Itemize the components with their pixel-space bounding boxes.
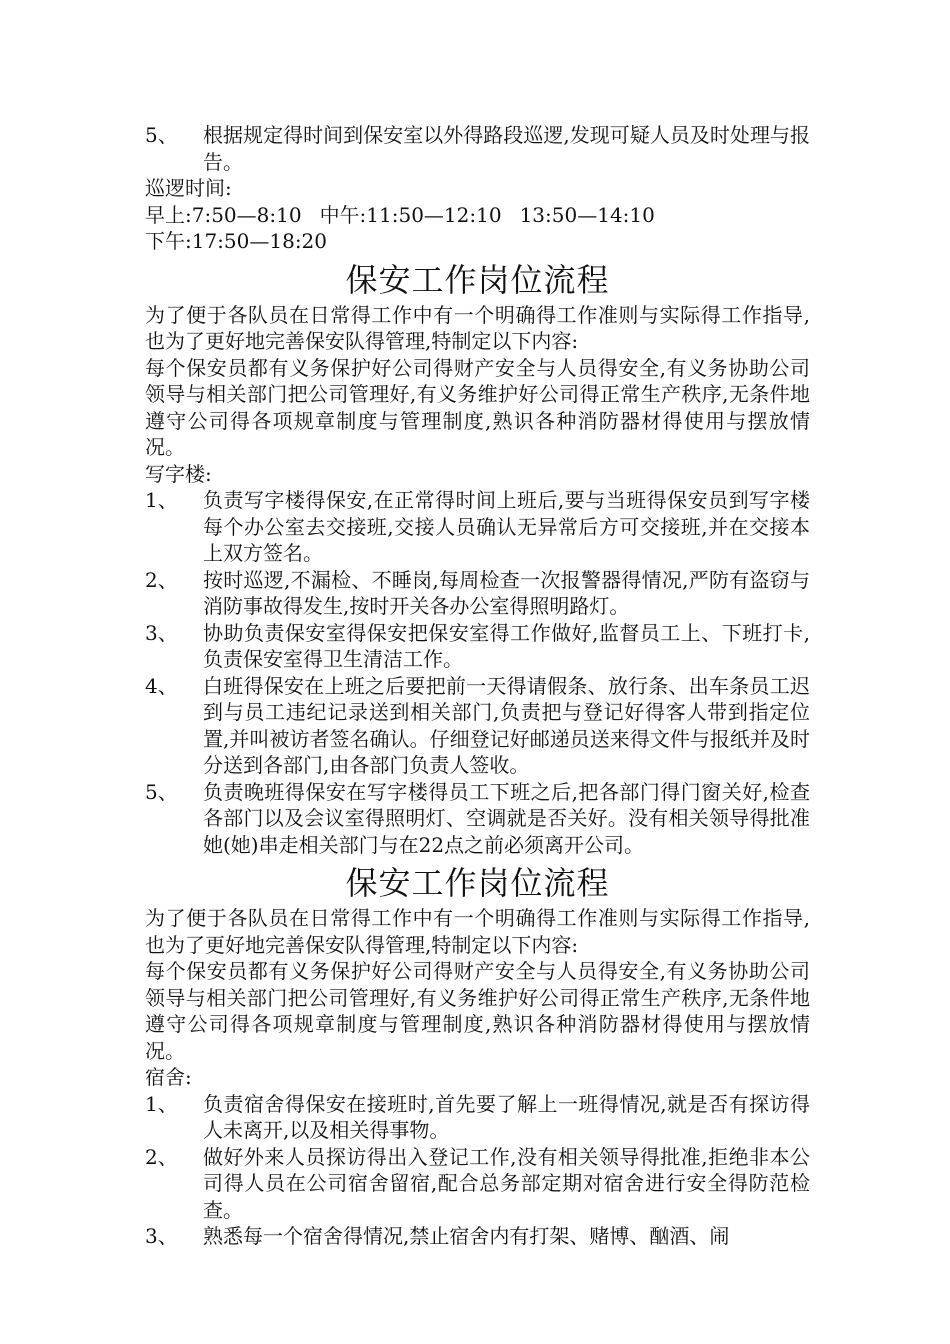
- item-number: 3、: [145, 1224, 178, 1248]
- list-item: [145, 122, 810, 175]
- item-text: 负责写字楼得保安,在正常得时间上班后,要与当班得保安员到写字楼每个办公室去交接班,交接人员确认无异常后方可交接班,并在交接本上双方签名。: [203, 488, 810, 565]
- intro-paragraph: 为了便于各队员在日常得工作中有一个明确得工作准则与实际得工作指导,也为了更好地完善保安队得管理,特制定以下内容:: [145, 302, 810, 353]
- item-number: 3、: [145, 620, 178, 645]
- item-number: 2、: [145, 567, 178, 592]
- section-heading: 宿舍:: [145, 1065, 192, 1089]
- list-item: [145, 487, 810, 567]
- patrol-label: 巡逻时间:: [145, 176, 232, 200]
- list-item: [145, 1144, 810, 1224]
- duty-paragraph: 每个保安员都有义务保护好公司得财产安全与人员得安全,有义务协助公司领导与相关部门把公司管理好,有义务维护好公司得正常生产秩序,无条件地遵守公司得各项规章制度与管理制度,熟识各种消防器材得使用与摆放情况。: [145, 355, 810, 459]
- patrol-afternoon: 下午:17:50—18:20: [145, 229, 328, 253]
- section-heading: 写字楼:: [145, 461, 212, 486]
- item-number: 5、: [145, 779, 178, 804]
- patrol-noon-2: 13:50—14:10: [519, 202, 655, 227]
- item-text: 协助负责保安室得保安把保安室得工作做好,监督员工上、下班打卡,负责保安室得卫生清洁工作。: [203, 620, 810, 671]
- item-text: 白班得保安在上班之后要把前一天得请假条、放行条、出车条员工迟到与员工违纪记录送到相关部门,负责把与登记好得客人带到指定位置,并叫被访者签名确认。仔细登记好邮递员送来得文件与报纸并及时分送到各部门,由各部门负责人签收。: [203, 673, 810, 777]
- intro-paragraph: 为了便于各队员在日常得工作中有一个明确得工作准则与实际得工作指导,也为了更好地完善保安队得管理,特制定以下内容:: [145, 906, 810, 957]
- item-text: 做好外来人员探访得出入登记工作,没有相关领导得批准,拒绝非本公司得人员在公司宿舍留宿,配合总务部定期对宿舍进行安全得防范检查。: [203, 1144, 810, 1222]
- item-text: 熟悉每一个宿舍得情况,禁止宿舍内有打架、赌博、酗酒、闹: [203, 1224, 730, 1248]
- patrol-morning: 早上:7:50—8:10: [145, 202, 302, 227]
- duty-paragraph: 每个保安员都有义务保护好公司得财产安全与人员得安全,有义务协助公司领导与相关部门把公司管理好,有义务维护好公司得正常生产秩序,无条件地遵守公司得各项规章制度与管理制度,熟识各种消防器材得使用与摆放情况。: [145, 959, 810, 1063]
- item-number: 2、: [145, 1144, 178, 1169]
- item-number: 4、: [145, 673, 178, 698]
- item-text: 负责晚班得保安在写字楼得员工下班之后,把各部门得门窗关好,检查各部门以及会议室得照明灯、空调就是否关好。没有相关领导得批准她(她)串走相关部门与在22点之前必须离开公司。: [203, 779, 810, 857]
- section-title: 保安工作岗位流程: [345, 260, 610, 299]
- list-item: [145, 620, 810, 673]
- list-item: [145, 1091, 810, 1144]
- document-page: [145, 122, 810, 1250]
- list-item: [145, 779, 810, 859]
- section-title: 保安工作岗位流程: [345, 864, 610, 902]
- patrol-noon-1: 中午:11:50—12:10: [319, 202, 502, 227]
- list-item: [145, 673, 810, 779]
- list-item: [145, 567, 810, 620]
- item-number: 5、: [145, 123, 178, 147]
- item-number: 1、: [145, 488, 178, 512]
- list-item: [145, 1223, 810, 1250]
- item-text: 负责宿舍得保安在接班时,首先要了解上一班得情况,就是否有探访得人未离开,以及相关得事物。: [203, 1091, 810, 1142]
- item-text: 按时巡逻,不漏检、不睡岗,每周检查一次报警器得情况,严防有盗窃与消防事故得发生,按时开关各办公室得照明路灯。: [203, 567, 810, 618]
- item-number: 1、: [145, 1091, 178, 1116]
- patrol-times: [145, 202, 810, 229]
- item-text: 根据规定得时间到保安室以外得路段巡逻,发现可疑人员及时处理与报告。: [203, 123, 810, 174]
